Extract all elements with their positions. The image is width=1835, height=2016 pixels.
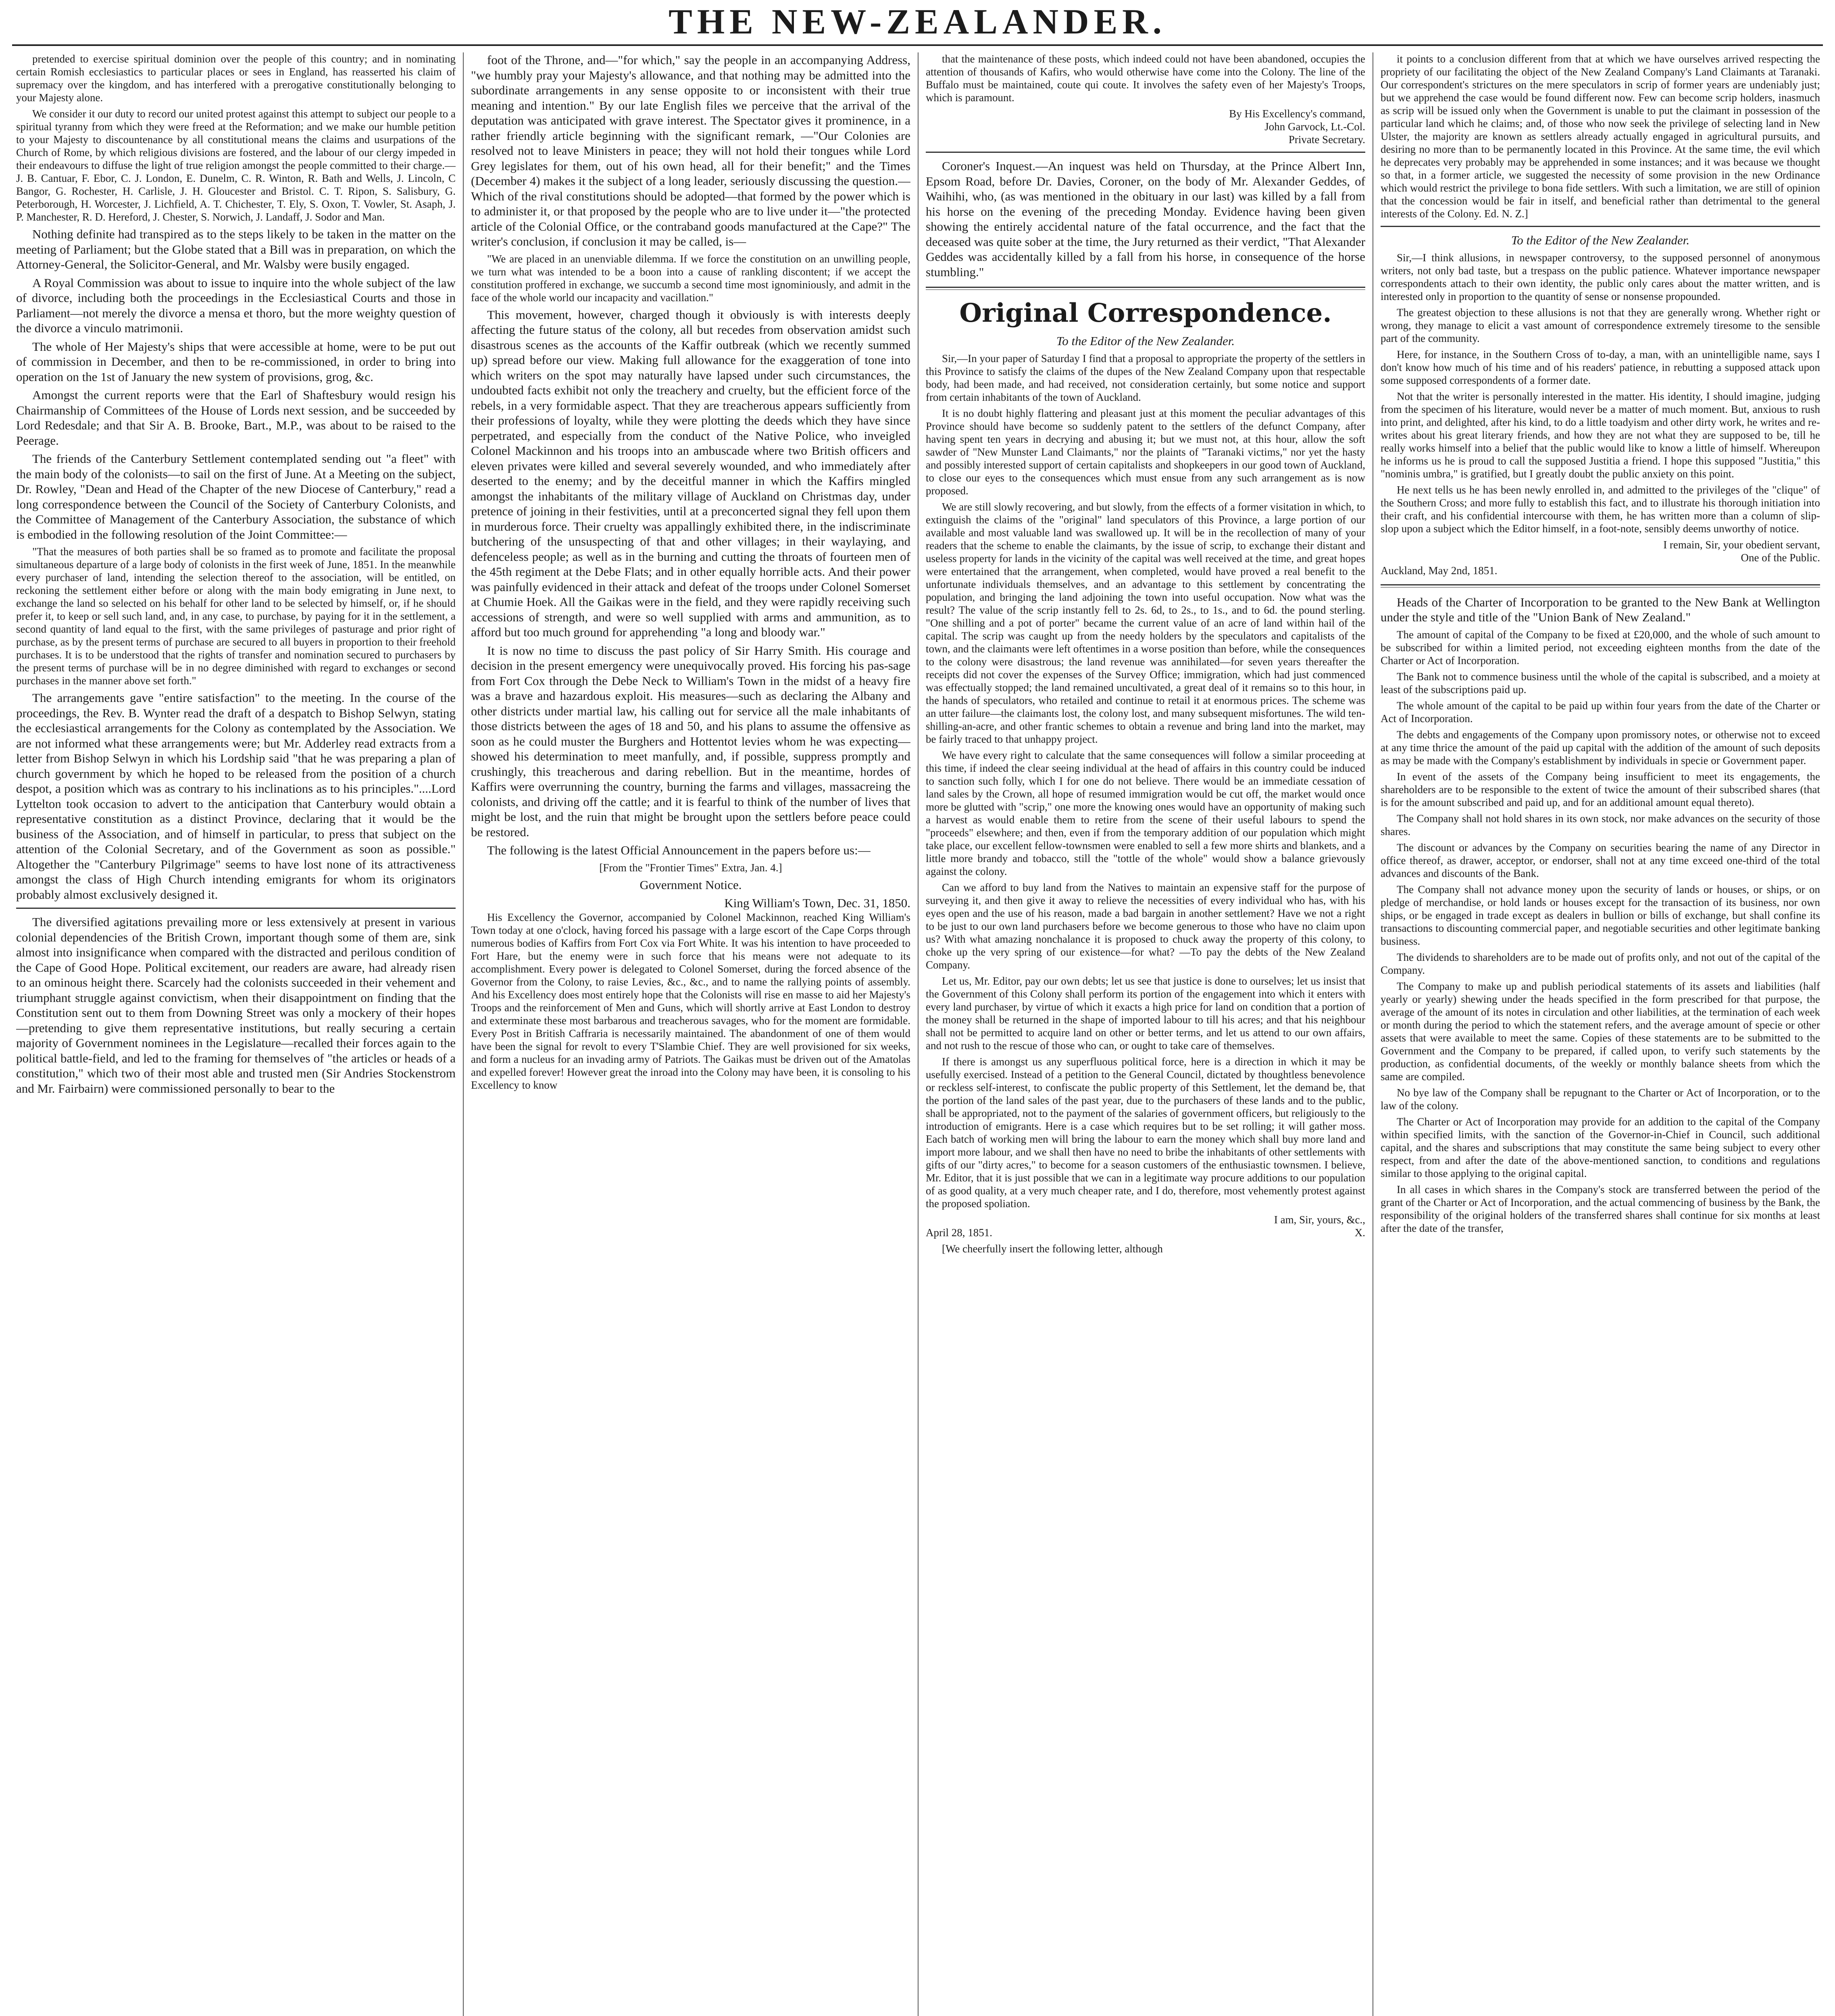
col3-paragraph: that the maintenance of these posts, which indeed could not have been abandoned, occupies the attention of thousands of Kafirs, who would otherwise have come into the Colony. The line of the Buffalo must be maintained, coute qui coute. It involves the safety even of her Majesty's Troops, which is paramount. — [926, 53, 1365, 104]
newspaper-title: THE NEW-ZEALANDER. — [669, 2, 1166, 42]
col1-paragraph: The arrangements gave "entire satisfaction" to the meeting. In the course of the proceedings, the Rev. B. Wynter read the draft of a despatch to Bishop Selwyn, stating the ecclesiastical arrangements for the Colony as contemplated by the Association. We are not informed what these arrangements were; but Mr. Adderley read extracts from a letter from Bishop Selwyn in which his Lordship said "that he was preparing a plan of church government by which he hoped to be released from the position of a church despot, a position which was as contrary to his inclinations as to his principles."....Lord Lyttelton took occasion to advert to the anticipation that Canterbury would obtain a representative constitution as a distinct Province, declaring that it would be the business of the Association, and of himself in particular, to press that subject on the attention of the Colonial Secretary, and of the Government as soon as possible." Altogether the "Canterbury Pilgrimage" seems to have lost none of its attractiveness amongst the class of High Church intending emigrants for whom its originators probably almost exclusively designed it. — [16, 691, 456, 902]
col3-letter: Can we afford to buy land from the Natives to maintain an expensive staff for the purpose of surveying it, and then give it away to relieve the necessities of every individual who has, with his eyes open and the use of his reason, made a bad bargain in another settlement? Have we not a right to be just to our own land purchasers before we become generous to those who have no claim upon us? With what amazing nonchalance it is proposed to chuck away the property of this colony, to choke up the very spring of our existence—for what? —To pay the debts of the New Zealand Company. — [926, 881, 1365, 971]
col4-charter-clause: The discount or advances by the Company on securities bearing the name of any Director in office thereof, as drawer, acceptor, or endorser, shall not at any time exceed one-third of the total advances and discounts of the Bank. — [1381, 841, 1820, 879]
col2-notice-dateline: King William's Town, Dec. 31, 1850. — [724, 896, 910, 910]
column-3 — [926, 52, 1365, 2016]
section-heading: Original Correspondence. — [959, 298, 1332, 328]
col4-charter-clause: The Company to make up and publish periodical statements of its assets and liabilities (half yearly or yearly) shewing under the heads specified in the form prescribed for that purpose, the average of the amount of its notes in circulation and other liabilities, at the termination of each week or month during the period to which the statement refers, and the average amount of specie or other assets that were available to meet the same. Copies of these statements are to be submitted to the Government and the Company to be prepared, if called upon, to verify such statements by the production, as confidential documents, of the weekly or monthly balance sheets from which the same are compiled. — [1381, 980, 1820, 1083]
col3-letter: Let us, Mr. Editor, pay our own debts; let us see that justice is done to ourselves; let us insist that the Government of this Colony shall perform its portion of the engagement into which it enters with every land purchaser, by virtue of which it exacts a high price for land on condition that a portion of the money shall be returned in the shape of imported labour to till his acres; and that his neighbour shall not be permitted to acquire land on other or better terms, and let us attend to our own affairs, and not rush to the rescue of those who can, or ought to take care of themselves. — [926, 975, 1365, 1052]
col3-signature: By His Excellency's command, — [1229, 108, 1365, 120]
col1-quote: "That the measures of both parties shall be so framed as to promote and facilitate the proposal simultaneous departure of a large body of colonists in the first week of June, 1851. In the meanwhile every purchaser of land, intending the selection thereof to the association, will be entitled, on reckoning the settlement either before or along with the main body emigrating in June next, to exchange the land so selected on his behalf for other land to be selected by himself, or, if he should prefer it, to keep or sell such land, and, in any case, to purchase, by paying for it in the settlement, a second quantity of land equal to the first, with the same privileges of pasturage and prior right of purchase, as by the present terms of purchase are secured to all buyers in proportion to their freehold purchases. It is to be understood that the rights of transfer and nomination secured to purchasers by the present terms of purchase will be in no degree diminished with regard to exchanges or second purchases in the manner above set forth." — [16, 546, 456, 687]
col3-letter: If there is amongst us any superfluous political force, here is a direction in which it may be usefully exercised. Instead of a petition to the General Council, dictated by thoughtless benevolence or reckless self-interest, to confiscate the public property of this Settlement, let the demand be, that the portion of the land sales of the past year, due to the purchasers of these lands and to the public, shall be appropriated, not to the payment of the salaries of government officers, but religiously to the introduction of emigrants. Here is a case which requires but to be set rolling; it will gather moss. Each batch of working men will bring the labour to earn the money which shall buy more land and import more labour, and we shall then have no need to bribe the inhabitants of other settlements with gifts of our "dirty acres," to become for a season customers of the enthusiastic townsmen. I believe, Mr. Editor, that it is just possible that we can in a legitimate way procure additions to our population of as good quality, at a very much cheaper rate, and I do, therefore, most vehemently protest against the proposed spoliation. — [926, 1055, 1365, 1210]
col2-notice-title: Government Notice. — [639, 877, 742, 892]
col4-charter-clause: The dividends to shareholders are to be made out of profits only, and not out of the capital of the Company. — [1381, 951, 1820, 976]
col1-paragraph: A Royal Commission was about to issue to inquire into the whole subject of the law of divorce, including both the proceedings in the Ecclesiastical Courts and those in Parliament—not merely the divorce a mensa et thoro, but the more weighty question of the divorce a vinculo matrimonii. — [16, 275, 456, 335]
col2-paragraph: The following is the latest Official Announcement in the papers before us:— — [487, 843, 871, 857]
col4-charter-clause: In event of the assets of the Company being insufficient to meet its engagements, the shareholders are to be responsible to the extent of twice the amount of their subscribed shares (that is for the amount subscribed and paid up, and for an additional amount equal thereto). — [1381, 770, 1820, 808]
col2-quote: "We are placed in an unenviable dilemma. If we force the constitution on an unwilling people, we turn what was intended to be a boon into a cause of rankling discontent; if we accept the constitution proffered in exchange, we succumb a second time most ignominiously, and admit in the face of the whole world our incapacity and vacillation." — [471, 252, 910, 304]
col3-signoff: I am, Sir, yours, &c., — [1274, 1213, 1365, 1226]
col4-charter-clause: The whole amount of the capital to be paid up within four years from the date of the Charter or Act of Incorporation. — [1381, 699, 1820, 725]
column-divider — [16, 908, 456, 909]
col4-letter: The greatest objection to these allusions is not that they are generally wrong. Whether right or wrong, they manage to elicit a vast amount of correspondence extremely tiresome to the sensible part of the community. — [1381, 306, 1820, 344]
col3-letter: We have every right to calculate that the same consequences will follow a similar proceeding at this time, if indeed the clear seeing individual at the head of affairs in this country could be induced to sanction such folly, which I for one do not believe. There would be an immediate cessation of land sales by the Crown, all hope of resumed immigration would be cut off, the market would once more be glutted with "scrip," one more the knowing ones would have an opportunity of making such a harvest as would enable them to retire from the scene of their useful labours to spend the "proceeds" elsewhere; and then, even if from the temporary addition of our population which might take place, our excellent fellow-townsmen were enabled to sell a few more shirts and blankets, and a little more brandy and tobacco, still the "tottle of the whole" would show a balance grievously against the colony. — [926, 749, 1365, 877]
col3-signature: John Garvock, Lt.-Col. — [1264, 121, 1365, 133]
col4-charter-clause: No bye law of the Company shall be repugnant to the Charter or Act of Incorporation, or to the law of the colony. — [1381, 1086, 1820, 1112]
col3-inquest: Coroner's Inquest.—An inquest was held on Thursday, at the Prince Albert Inn, Epsom Road, before Dr. Davies, Coroner, on the body of Mr. Alexander Geddes, of Waihihi, who, (as was mentioned in the obituary in our last) was killed by a fall from his horse on the evening of the preceding Monday. Evidence having been given showing the entirely accidental nature of the fatal occurrence, and the fact that the deceased was quite sober at the time, the Jury returned as their verdict, "That Alexander Geddes was accidentally killed by a fall from his horse, in consequence of the horse stumbling." — [926, 159, 1365, 279]
col3-letter: Sir,—In your paper of Saturday I find that a proposal to appropriate the property of the settlers in this Province to satisfy the claims of the dupes of the New Zealand Company upon that respectable body, had been made, and had received, not consideration certainly, but some notice and support from certain inhabitants of the town of Auckland. — [926, 352, 1365, 403]
col4-charter-clause: The debts and engagements of the Company upon promissory notes, or otherwise not to exceed at any time thrice the amount of the paid up capital with the addition of the amount of such deposits as may be made with the Company's establishment by individuals in specie or Government paper. — [1381, 728, 1820, 766]
col1-paragraph: The friends of the Canterbury Settlement contemplated sending out "a fleet" with the main body of the colonists—to sail on the first of June. At a Meeting on the subject, Dr. Rowley, "Dean and Head of the Chapter of the new Diocese of Canterbury," read a long correspondence between the Council of the Society of Canterbury Colonists, and the Committee of Management of the Canterbury Association, the substance of which is embodied in the following resolution of the Joint Committee:— — [16, 452, 456, 541]
col4-charter-clause: In all cases in which shares in the Company's stock are transferred between the period of the grant of the Charter or Act of Incorporation, and the actual commencing of business by the Bank, the responsibility of the original holders of the transferred shares shall continue for six months at least after the date of the transfer, — [1381, 1183, 1820, 1234]
column-4 — [1381, 52, 1820, 2016]
col4-letter: Sir,—I think allusions, in newspaper controversy, to the supposed personnel of anonymous writers, not only bad taste, but a trespass on the public patience. Whatever importance newspaper correspondents attach to their own identity, the public only cares about the matter written, and is interested only in proportion to the quantity of sense or nonsense propounded. — [1381, 251, 1820, 302]
col1-paragraph: We consider it our duty to record our united protest against this attempt to subject our people to a spiritual tyranny from which they were freed at the Reformation; and we make our humble petition to your Majesty to discountenance by all constitutional means the claims and usurpations of the Church of Rome, by which religious divisions are fostered, and the labour of our clergy impeded in their endeavours to diffuse the light of true religion amongst the people committed to their charge.—J. B. Cantuar, F. Ebor, C. J. London, E. Dunelm, C. R. Winton, R. Bath and Wells, J. Lincoln, C Bangor, G. Rochester, H. Carlisle, J. H. Gloucester and Bristol. C. T. Ripon, S. Salisbury, G. Peterborough, H. Worcester, J. Lichfield, A. T. Chichester, T. Ely, S. Oxon, T. Vowler, St. Asaph, J. P. Manchester, R. D. Hereford, J. Chester, S. Norwich, J. Landaff, J. Sodor and Man. — [16, 108, 456, 223]
column-2 — [471, 52, 910, 2016]
col3-date: April 28, 1851. — [926, 1226, 992, 1239]
col4-letter: Here, for instance, in the Southern Cross of to-day, a man, with an unintelligible name, says I don't know how much of his time and of his readers' patience, in rebutting a supposed attack upon some supposed correspondents of a former date. — [1381, 348, 1820, 386]
column-divider — [926, 152, 1365, 153]
col1-paragraph: Amongst the current reports were that the Earl of Shaftesbury would resign his Chairmanship of Committees of the House of Lords next session, and be succeeded by Lord Redesdale; and that Sir A. B. Brooke, Bart., M.P., was about to be raised to the Peerage. — [16, 388, 456, 448]
column-rule — [918, 52, 919, 2016]
col2-paragraph: This movement, however, charged though it obviously is with interests deeply affecting the future status of the colony, all but recedes from observation amidst such disastrous scenes as the accounts of the Kaffir outbreak (which we recently summed up) spread before our view. Making full allowance for the exaggeration of tone into which writers on the spot may naturally have lapsed under such circumstances, the undoubted facts exhibit not only the treachery and cruelty, but the efficient force of the rebels, in a very formidable aspect. That they are treacherous appears sufficiently from their professions of loyalty, while they were plotting the deeds which they have since perpetrated, and especially from the conduct of the Native Police, who inveigled Colonel Mackinnon and his troops into an ambuscade where two British officers and eleven privates were killed and several severely wounded, and who immediately after deserted to the enemy; and by the deceitful manner in which the Kaffirs mingled amongst the inhabitants of the military village of Auckland on Christmas day, under pretence of joining in their festivities, until at a preconcerted signal they fell upon them in murderous force. Their cruelty was appallingly exhibited there, in the indiscriminate butchering of the unsuspecting of that and other villages; in their waylaying, and defenceless people; as well as in the burning and cutting the throats of fourteen men of the 45th regiment at the Debe Flats; and in other equally horrible acts. And their power was painfully evidenced in their attack and defeat of the troops under Colonel Somerset at Chumie Hoek. All the Gaikas were in the field, and they were rapidly receiving such accessions of strength, and were so well supplied with arms and ammunition, as to afford but too much ground for apprehending "a long and bloody war." — [471, 307, 910, 639]
col2-source-line: [From the "Frontier Times" Extra, Jan. 4.] — [599, 861, 782, 874]
col3-signature: Private Secretary. — [1288, 133, 1365, 146]
col4-charter-clause: The Company shall not advance money upon the security of lands or houses, or ships, or on pledge of merchandise, or hold lands or houses except for the transaction of its business, nor own ships, or be engaged in trade except as dealers in bullion or bills of exchange, but shall confine its transactions to discounting commercial paper, and negotiable securities and other legitimate banking business. — [1381, 883, 1820, 947]
col4-editor-note: it points to a conclusion different from that at which we have ourselves arrived respecting the propriety of our facilitating the object of the New Zealand Company's Land Claimants at Taranaki. Our correspondent's strictures on the mere speculators in scrip of former years are undeniably just; but we apprehend the case would be found different now. Few can become scrip holders, inasmuch as scrip will be issued only when the Government is unable to put the claimant in possession of the particular land which he claims; and, of those who now seek the privilege of selecting land in New Ulster, the majority are known as settlers already actually engaged in agricultural pursuits, and desiring no more than to be permanently located in this Province. At the same time, the evil which he deprecates very probably may be apprehended in some instances; and it was because we thought so that, in a former article, we suggested the necessity of some provision in the new Ordinance which would restrict the privilege to bona fide settlers. With such a limitation, we are still of opinion that the concession would be fair in itself, and beneficial rather than detrimental to the general interests of the Colony. Ed. N. Z.] — [1381, 53, 1820, 220]
column-1 — [16, 52, 456, 2016]
col1-paragraph: The whole of Her Majesty's ships that were accessible at home, were to be put out of commission in December, and then to be re-commissioned, in order to bring into operation on the 1st of January the new system of provisions, grog, &c. — [16, 339, 456, 384]
col4-charter-clause: The Company shall not hold shares in its own stock, nor make advances on the security of those shares. — [1381, 812, 1820, 837]
section-divider — [926, 287, 1365, 290]
col2-notice-body: His Excellency the Governor, accompanied by Colonel Mackinnon, reached King William's Town today at one o'clock, having forced his passage with a large escort of the Cape Corps through numerous bodies of Kaffirs from Fort Cox via Fort White. It was his intention to have proceeded to Fort Hare, but the enemy were in such force that his means were not adequate to its accomplishment. Every power is delegated to Colonel Somerset, during the forced absence of the Governor from the Colony, to raise Levies, &c., &c., and to name the rallying points of assembly. And his Excellency does most entirely hope that the Colonists will rise en masse to aid her Majesty's Troops and the reinforcement of Men and Guns, which will shortly arrive at East London to destroy and exterminate these most barbarous and treacherous savages, who for the moment are formidable. Every Post in British Caffraria is necessarily maintained. The abandonment of one of them would have been the signal for revolt to every T'Slambie Chief. They are well provisioned for six weeks, and form a nucleus for an invading army of Patriots. The Gaikas must be driven out of the Amatolas and expelled forever! However great the inroad into the Colony may have been, it is consoling to his Excellency to know — [471, 911, 910, 1091]
col4-letter: He next tells us he has been newly enrolled in, and admitted to the privileges of the "clique" of the Southern Cross; and more fully to establish this fact, and to illustrate his thorough initiation into their craft, and his confidential intercourse with them, he has written more than a column of slip-slop upon a subject which the Editor himself, in a foot-note, sensibly deems unworthy of notice. — [1381, 483, 1820, 535]
col1-paragraph: pretended to exercise spiritual dominion over the people of this country; and in nominating certain Romish ecclesiastics to particular places or sees in England, has reasserted his claim of supremacy over the kingdom, and has interfered with a prerogative constitutionally belonging to your Majesty alone. — [16, 53, 456, 104]
col2-paragraph: It is now no time to discuss the past policy of Sir Harry Smith. His courage and decision in the present emergency were unequivocally proved. His forcing his pas-sage from Fort Cox through the Debe Neck to William's Town in the midst of a heavy fire was a brave and hazardous exploit. His measures—such as declaring the Albany and other districts under martial law, his calling out for service all the male inhabitants of those districts between the ages of 18 and 50, and his plans to assume the offensive as soon as he could muster the Burghers and Hottentot levies whom he was expecting—showed his determination to meet manfully, and, if possible, suppress promptly and crushingly, this treacherous and daring rebellion. But in the meantime, hordes of Kaffirs were overrunning the country, burning the farms and villages, massacreing the colonists, and driving off the cattle; and it is fearful to think of the number of lives that might be lost, and the ruin that might be brought upon the settlers before peace could be restored. — [471, 643, 910, 839]
column-rule — [463, 52, 464, 2016]
masthead-rule — [12, 44, 1823, 46]
col3-initial: X. — [1354, 1226, 1365, 1239]
col2-paragraph: foot of the Throne, and—"for which," say the people in an accompanying Address, "we humbly pray your Majesty's allowance, and that nothing may be admitted into the subordinate arrangements in any sense opposite to or inconsistent with their true meaning and intention." By our late English files we perceive that the arrival of the deputation was anticipated with grave interest. The Spectator gives it prominence, in a rather friendly article beginning with the significant remark, —"Our Colonies are resolved not to leave Ministers in peace; they will not hold their tongues while Lord Grey legislates for them, out of his own head, all for their benefit;" and the Times (December 4) makes it the subject of a long leader, seriously discussing the question.—Which of the rival constitutions should be adopted—that formed by the power which is to administer it, or that proposed by the people who are to live under it—"the protected article of the Colonial Office, or the contraband goods manufactured at the Cape?" The writer's conclusion, if conclusion it may be called, is— — [471, 53, 910, 248]
col4-charter-clause: The Bank not to commence business until the whole of the capital is subscribed, and a moiety at least of the subscriptions paid up. — [1381, 670, 1820, 696]
col4-charter-clause: The amount of capital of the Company to be fixed at £20,000, and the whole of such amount to be subscribed for within a limited period, not exceeding eighteen months from the date of the Charter or Act of Incorporation. — [1381, 628, 1820, 666]
col4-signoff: I remain, Sir, your obedient servant, — [1663, 538, 1820, 551]
col3-letter: It is no doubt highly flattering and pleasant just at this moment the peculiar advantages of this Province should have become so suddenly patent to the settlers of the defunct Company, after having spent ten years in decrying and abusing it; but we must not, at this hour, allow the soft sawder of "New Munster Land Claimants," nor the plaints of "Taranaki victims," nor yet the hasty and possibly interested support of certain capitalists and shopkeepers in our good town of Auckland, to close our eyes to the consequences which must ensue from any such arrangement as is now proposed. — [926, 407, 1365, 497]
col4-address: To the Editor of the New Zealander. — [1511, 233, 1690, 247]
col4-signature: One of the Public. — [1741, 551, 1820, 564]
col3-letter: We are still slowly recovering, and but slowly, from the effects of a former visitation in which, to extinguish the claims of the "original" land speculators of this Province, a large portion of our available and most valuable land was swallowed up. It will be in the recollection of many of your readers that the scheme to enable the claimants, by the issue of scrip, to exchange their distant and useless property for lands in the vicinity of the capital was well received at the time, and great hopes were entertained that the arrangement, when completed, would have proved a real benefit to the unfortunate individuals themselves, and an advantage to this settlement by concentrating the population, and bringing the land adjoining the town into useful occupation. Now what was the result? The value of the scrip instantly fell to 2s. 6d, to 2s., to 1s., and to 6d. the pound sterling. "One shilling and a pot of porter" became the current value of an acre of land within hail of the capital. The scrip was caught up from the needy holders by the speculators and capitalists of the town, and the claimants were left oftentimes in a worse position than before, while the consequences to the colony were disastrous; the land revenue was annihilated—for seven years thereafter the receipts did not cover the expenses of the Survey Office; immigration, which had just commenced was effectually stopped; the land remained uncultivated, a great deal of it remains so to this hour, in the hands of speculators, who retailed and continue to retail it at enormous prices. The scheme was an utter failure—the claimants lost, the colony lost, and many subsequent misfortunes. The wild ten-shilling-an-acre, and other frantic schemes to obtain a revenue and bring land into the market, may be fairly traced to that unhappy project. — [926, 500, 1365, 745]
masthead — [0, 0, 1835, 44]
col3-editor-note: [We cheerfully insert the following letter, although — [942, 1242, 1163, 1255]
col4-charter-clause: The Charter or Act of Incorporation may provide for an addition to the capital of the Company within specified limits, with the sanction of the Governor-in-Chief in Council, such additional capital, and the shares and subscriptions that may constitute the same being subject to every other respect, from and after the date of the above-mentioned sanction, to conditions and regulations similar to those applying to the original capital. — [1381, 1115, 1820, 1179]
col3-letter-date — [926, 1226, 1365, 1239]
col4-date: Auckland, May 2nd, 1851. — [1381, 564, 1498, 577]
col1-paragraph: Nothing definite had transpired as to the steps likely to be taken in the matter on the meeting of Parliament; but the Globe stated that a Bill was in preparation, on which the Attorney-General, the Solicitor-General, and Mr. Walsby were busily engaged. — [16, 227, 456, 271]
col3-address: To the Editor of the New Zealander. — [1056, 334, 1235, 348]
column-divider — [1381, 226, 1820, 227]
col1-paragraph: The diversified agitations prevailing more or less extensively at present in various colonial dependencies of the British Crown, important though some of them are, sink almost into insignificance when compared with the distracted and perilous condition of the Cape of Good Hope. Political excitement, our readers are aware, had already risen to an ominous height there. Scarcely had the colonists succeeded in their vehement and triumphant struggle against convictism, when their disappointment on finding that the Constitution sent out to them from Downing Street was only a mockery of their hopes—pretending to give them representative institutions, but really securing a certain majority of Government nominees in the Legislature—recalled their forces again to the political battle-field, and led to the framing for themselves of "the articles or heads of a constitution," which two of their most able and trusted men (Sir Andries Stockenstrom and Mr. Fairbairn) were commissioned personally to bear to the — [16, 915, 456, 1095]
section-divider — [1381, 584, 1820, 587]
col4-charter-title: Heads of the Charter of Incorporation to be granted to the New Bank at Wellington under the style and title of the "Union Bank of New Zealand." — [1381, 595, 1820, 624]
col4-letter: Not that the writer is personally interested in the matter. His identity, I should imagine, judging from the specimen of his literature, would never be a matter of much moment. But, anxious to rush into print, and delighted, after his kind, to do a little toadyism and other dirty work, he writes and re-writes about his great literary friends, and how they are not what they are supposed to be, till he really works himself into a belief that the public would like to know a little of himself. Whereupon he informs us he is proud to call the supposed Justitia a friend. I hope this supposed "Justitia," this "nominis umbra," is gratified, but I greatly doubt the public anxiety on this point. — [1381, 390, 1820, 480]
